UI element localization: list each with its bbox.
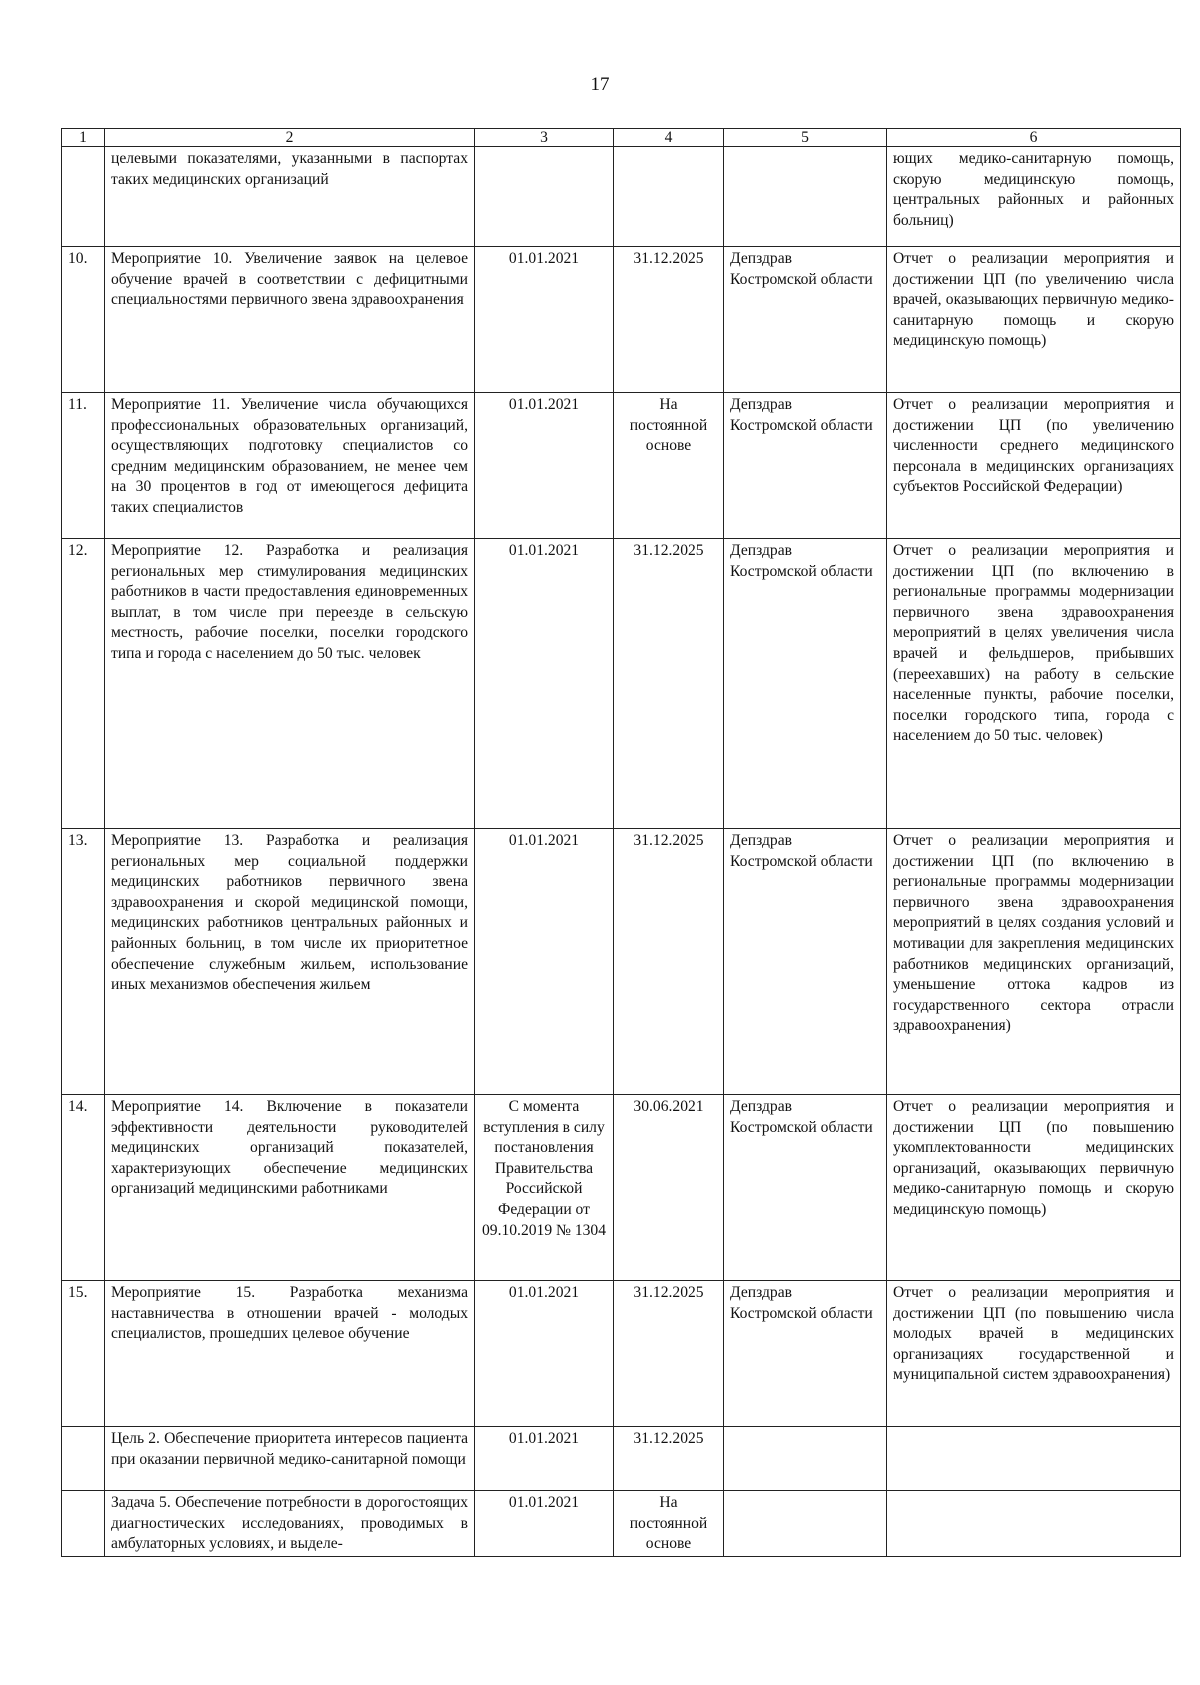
column-header: 2: [105, 129, 475, 147]
result-cell: [887, 1491, 1181, 1557]
start-date-cell: 01.01.2021: [475, 1427, 614, 1491]
row-number: 14.: [62, 1095, 105, 1281]
end-date-cell: 31.12.2025: [614, 247, 724, 393]
table-header-row: [62, 129, 1181, 147]
end-date-cell: На постоянной основе: [614, 393, 724, 539]
row-number: [62, 1427, 105, 1491]
end-date-cell: [614, 147, 724, 247]
responsible-cell: Депздрав Костромской области: [724, 393, 887, 539]
table-row: [62, 1491, 1181, 1557]
row-number: [62, 1491, 105, 1557]
activity-cell: Задача 5. Обеспечение потребности в дорогостоящих диагностических исследованиях, проводимых в амбулаторных условиях, и выделе-: [105, 1491, 475, 1557]
result-cell: Отчет о реализации мероприятия и достижении ЦП (по повышению числа молодых врачей в медицинских организациях государственной и муниципальной систем здравоохранения): [887, 1281, 1181, 1427]
column-header: 3: [475, 129, 614, 147]
row-number: [62, 147, 105, 247]
column-header: 1: [62, 129, 105, 147]
result-cell: Отчет о реализации мероприятия и достижении ЦП (по повышению укомплектованности медицинских организаций, оказывающих первичную медико-санитарную помощь и скорую медицинскую помощь): [887, 1095, 1181, 1281]
activity-cell: Мероприятие 14. Включение в показатели эффективности деятельности руководителей медицинских организаций показателей, характеризующих обеспечение медицинских организаций медицинскими работниками: [105, 1095, 475, 1281]
column-header: 5: [724, 129, 887, 147]
start-date-cell: 01.01.2021: [475, 539, 614, 829]
result-cell: Отчет о реализации мероприятия и достижении ЦП (по увеличению численности среднего медицинского персонала в медицинских организациях субъектов Российской Федерации): [887, 393, 1181, 539]
activity-cell: Мероприятие 15. Разработка механизма наставничества в отношении врачей - молодых специалистов, прошедших целевое обучение: [105, 1281, 475, 1427]
start-date-cell: 01.01.2021: [475, 247, 614, 393]
table-row: [62, 829, 1181, 1095]
end-date-cell: На постоянной основе: [614, 1491, 724, 1557]
row-number: 11.: [62, 393, 105, 539]
end-date-cell: 31.12.2025: [614, 1427, 724, 1491]
row-number: 15.: [62, 1281, 105, 1427]
table-row: [62, 393, 1181, 539]
responsible-cell: [724, 1427, 887, 1491]
activity-cell: Мероприятие 10. Увеличение заявок на целевое обучение врачей в соответствии с дефицитными специальностями первичного звена здравоохранения: [105, 247, 475, 393]
row-number: 10.: [62, 247, 105, 393]
end-date-cell: 31.12.2025: [614, 829, 724, 1095]
responsible-cell: Депздрав Костромской области: [724, 1281, 887, 1427]
table-row: [62, 1281, 1181, 1427]
activity-cell: Мероприятие 11. Увеличение числа обучающихся профессиональных образовательных организаций, осуществляющих подготовку специалистов со средним медицинским образованием, не менее чем на 30 процентов в год от имеющегося дефицита таких специалистов: [105, 393, 475, 539]
responsible-cell: [724, 147, 887, 247]
end-date-cell: 31.12.2025: [614, 539, 724, 829]
activity-cell: целевыми показателями, указанными в паспортах таких медицинских организаций: [105, 147, 475, 247]
start-date-cell: 01.01.2021: [475, 1281, 614, 1427]
result-cell: Отчет о реализации мероприятия и достижении ЦП (по включению в региональные программы модернизации первичного звена здравоохранения мероприятий в целях увеличения числа врачей и фельдшеров, прибывших (переехавших) на работу в сельские населенные пункты, рабочие поселки, поселки городского типа, города с населением до 50 тыс. человек): [887, 539, 1181, 829]
responsible-cell: Депздрав Костромской области: [724, 829, 887, 1095]
start-date-cell: 01.01.2021: [475, 1491, 614, 1557]
activity-cell: Цель 2. Обеспечение приоритета интересов пациента при оказании первичной медико-санитарной помощи: [105, 1427, 475, 1491]
measures-table: [61, 128, 1181, 1557]
result-cell: Отчет о реализации мероприятия и достижении ЦП (по включению в региональные программы модернизации первичного звена здравоохранения мероприятий в целях создания условий и мотивации для закрепления медицинских работников медицинских организаций, уменьшение оттока кадров из государственного сектора отрасли здравоохранения): [887, 829, 1181, 1095]
table-row: [62, 147, 1181, 247]
row-number: 12.: [62, 539, 105, 829]
table-row: [62, 539, 1181, 829]
result-cell: ющих медико-санитарную помощь, скорую медицинскую помощь, центральных районных и районных больниц): [887, 147, 1181, 247]
row-number: 13.: [62, 829, 105, 1095]
responsible-cell: [724, 1491, 887, 1557]
start-date-cell: 01.01.2021: [475, 829, 614, 1095]
result-cell: [887, 1427, 1181, 1491]
activity-cell: Мероприятие 13. Разработка и реализация региональных мер социальной поддержки медицинских работников первичного звена здравоохранения и скорой медицинской помощи, медицинских работников центральных районных и районных больниц, в том числе их приоритетное обеспечение служебным жильем, использование иных механизмов обеспечения жильем: [105, 829, 475, 1095]
responsible-cell: Депздрав Костромской области: [724, 539, 887, 829]
column-header: 4: [614, 129, 724, 147]
start-date-cell: 01.01.2021: [475, 393, 614, 539]
responsible-cell: Депздрав Костромской области: [724, 1095, 887, 1281]
page-number: 17: [590, 74, 610, 95]
start-date-cell: [475, 147, 614, 247]
table-row: [62, 1427, 1181, 1491]
responsible-cell: Депздрав Костромской области: [724, 247, 887, 393]
end-date-cell: 30.06.2021: [614, 1095, 724, 1281]
end-date-cell: 31.12.2025: [614, 1281, 724, 1427]
table-row: [62, 1095, 1181, 1281]
table-row: [62, 247, 1181, 393]
result-cell: Отчет о реализации мероприятия и достижении ЦП (по увеличению числа врачей, оказывающих первичную медико-санитарную помощь и скорую медицинскую помощь): [887, 247, 1181, 393]
start-date-cell: С момента вступления в силу постановления Правительства Российской Федерации от 09.10.2019 № 1304: [475, 1095, 614, 1281]
column-header: 6: [887, 129, 1181, 147]
activity-cell: Мероприятие 12. Разработка и реализация региональных мер стимулирования медицинских работников в части предоставления единовременных выплат, в том числе при переезде в сельскую местность, рабочие поселки, поселки городского типа и города с населением до 50 тыс. человек: [105, 539, 475, 829]
